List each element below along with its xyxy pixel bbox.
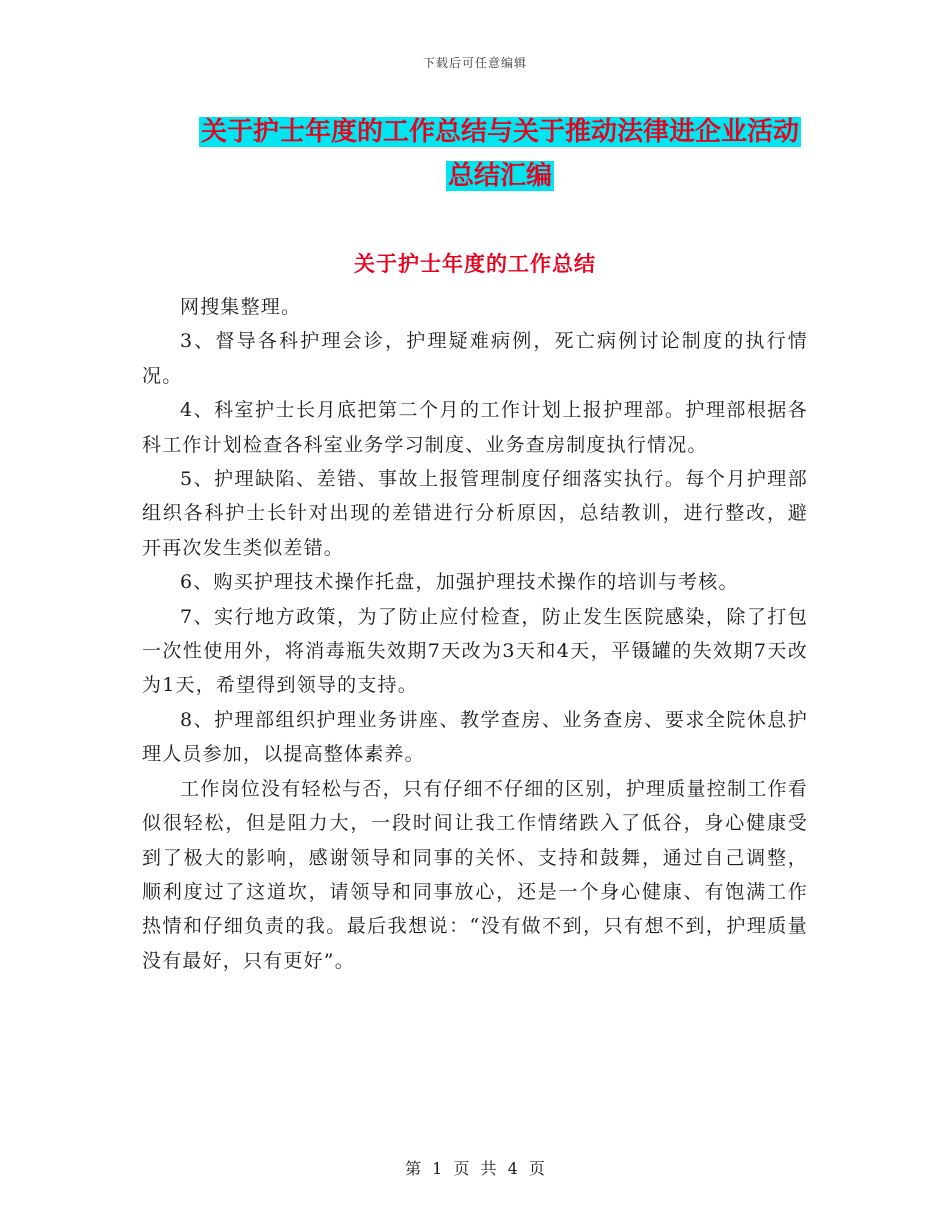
paragraph: 8、护理部组织护理业务讲座、教学查房、业务查房、要求全院休息护理人员参加，以提高整体素养。 xyxy=(142,708,808,766)
document-title-line-1: 关于护士年度的工作总结与关于推动法律进企业活动 xyxy=(200,117,799,147)
paragraph: 4、科室护士长月底把第二个月的工作计划上报护理部。护理部根据各科工作计划检查各科室业务学习制度、业务查房制度执行情况。 xyxy=(142,399,808,456)
section-heading: 关于护士年度的工作总结 xyxy=(354,252,596,276)
document-title-line-2: 总结汇编 xyxy=(447,161,552,191)
paragraph: 网搜集整理。 xyxy=(180,296,302,318)
page-number-footer: 第 1 页 共 4 页 xyxy=(405,1159,545,1178)
body-text xyxy=(142,290,808,978)
paragraph: 工作岗位没有轻松与否，只有仔细不仔细的区别，护理质量控制工作看似很轻松，但是阻力大，一段时间让我工作情绪跌入了低谷，身心健康受到了极大的影响，感谢领导和同事的关怀、支持和鼓舞，通过自己调整，顺利度过了这道坎，请领导和同事放心，还是一个身心健康、有饱满工作热情和仔细负责的我。最后我想说：“没有做不到，只有想不到，护理质量没有最好，只有更好”。 xyxy=(142,777,808,972)
paragraph: 7、实行地方政策，为了防止应付检查，防止发生医院感染，除了打包一次性使用外，将消毒瓶失效期7天改为3天和4天，平镊罐的失效期7天改为1天，希望得到领导的支持。 xyxy=(142,605,808,697)
document-title xyxy=(120,110,880,198)
paragraph: 3、督导各科护理会诊，护理疑难病例，死亡病例讨论制度的执行情况。 xyxy=(142,330,808,387)
page-header-note: 下载后可任意编辑 xyxy=(422,56,527,70)
paragraph: 6、购买护理技术操作托盘，加强护理技术操作的培训与考核。 xyxy=(180,571,739,594)
paragraph: 5、护理缺陷、差错、事故上报管理制度仔细落实执行。每个月护理部组织各科护士长针对出现的差错进行分析原因，总结教训，进行整改，避开再次发生类似差错。 xyxy=(142,468,808,559)
